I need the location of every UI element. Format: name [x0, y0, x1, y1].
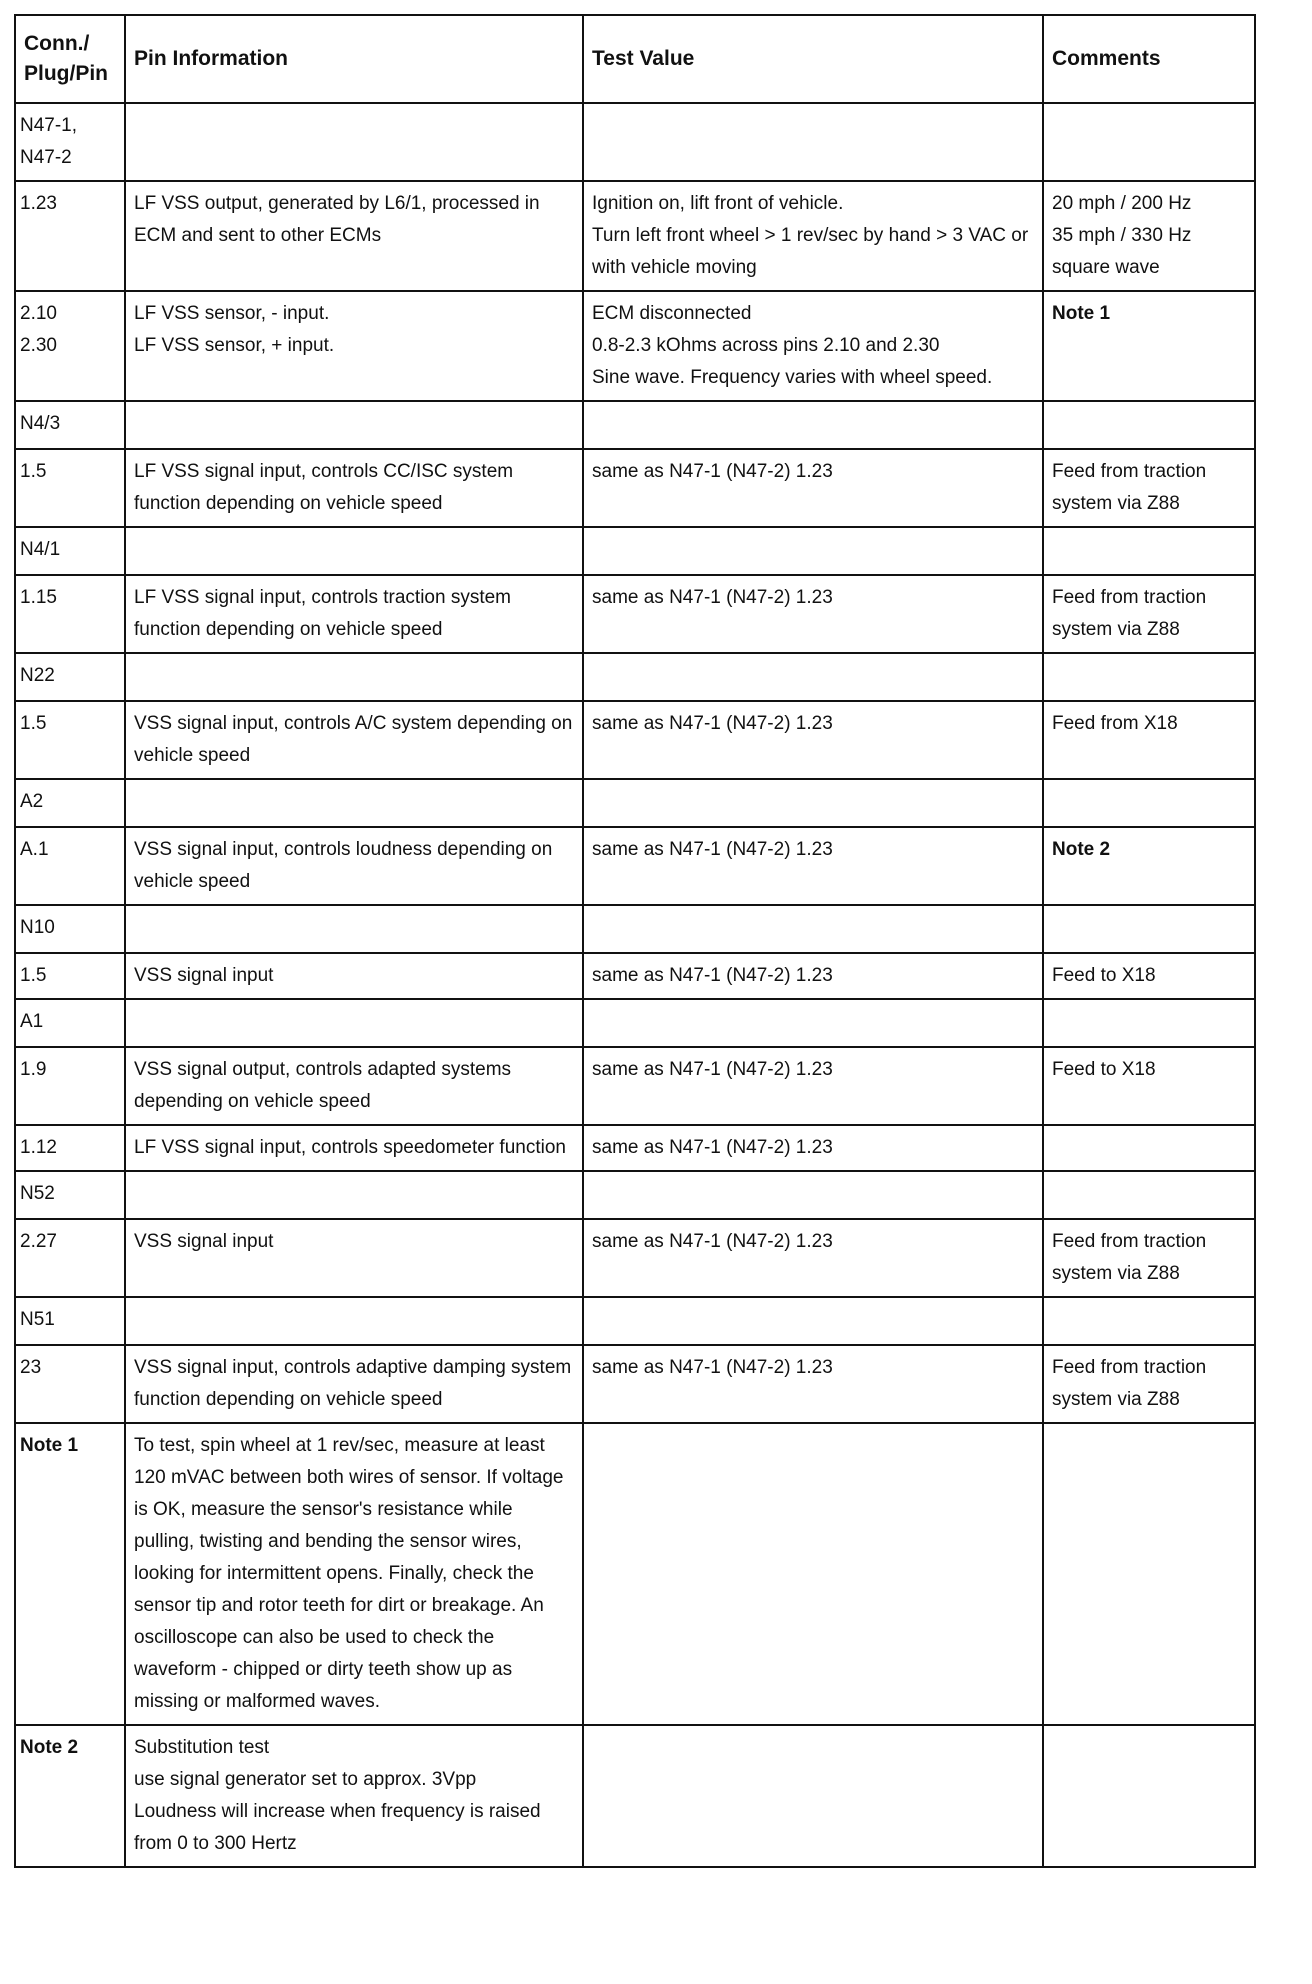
test-value: same as N47-1 (N47-2) 1.23 — [583, 449, 1043, 527]
test-value: same as N47-1 (N47-2) 1.23 — [583, 1047, 1043, 1125]
note-row — [15, 1423, 1255, 1725]
test-value: Ignition on, lift front of vehicle. Turn left front wheel > 1 rev/sec by hand > 3 VAC or with vehicle moving — [583, 181, 1043, 291]
pin-number: 23 — [15, 1345, 125, 1423]
connector-group-row — [15, 653, 1255, 701]
empty-cell — [125, 779, 583, 827]
header-test-value: Test Value — [583, 15, 1043, 103]
empty-cell — [583, 653, 1043, 701]
connector-group-row — [15, 779, 1255, 827]
connector-group-row — [15, 527, 1255, 575]
empty-cell — [583, 527, 1043, 575]
header-pin-information: Pin Information — [125, 15, 583, 103]
pin-row — [15, 953, 1255, 999]
empty-cell — [583, 999, 1043, 1047]
comments: Feed from traction system via Z88 — [1043, 449, 1255, 527]
connector-label: N4/3 — [15, 401, 125, 449]
pin-test-table-sheet — [14, 14, 1254, 1868]
empty-cell — [125, 1171, 583, 1219]
table-header-row — [15, 15, 1255, 103]
pin-number: A.1 — [15, 827, 125, 905]
connector-label: N10 — [15, 905, 125, 953]
empty-cell — [583, 103, 1043, 181]
pin-information: VSS signal input, controls A/C system depending on vehicle speed — [125, 701, 583, 779]
note-text: Substitution test use signal generator set to approx. 3Vpp Loudness will increase when frequency is raised from 0 to 300 Hertz — [125, 1725, 583, 1867]
pin-row — [15, 827, 1255, 905]
comments — [1043, 1125, 1255, 1171]
comments: Feed from traction system via Z88 — [1043, 575, 1255, 653]
empty-cell — [1043, 653, 1255, 701]
empty-cell — [125, 905, 583, 953]
pin-row — [15, 181, 1255, 291]
pin-information: VSS signal input — [125, 1219, 583, 1297]
table-body — [15, 103, 1255, 1867]
header-comments: Comments — [1043, 15, 1255, 103]
connector-label: N51 — [15, 1297, 125, 1345]
empty-cell — [125, 653, 583, 701]
empty-cell — [1043, 1171, 1255, 1219]
pin-information: VSS signal input, controls adaptive damping system function depending on vehicle speed — [125, 1345, 583, 1423]
test-value: same as N47-1 (N47-2) 1.23 — [583, 1125, 1043, 1171]
connector-group-row — [15, 103, 1255, 181]
empty-cell — [1043, 103, 1255, 181]
empty-cell — [125, 401, 583, 449]
connector-label: N47-1, N47-2 — [15, 103, 125, 181]
empty-cell — [583, 905, 1043, 953]
empty-cell — [125, 1297, 583, 1345]
empty-cell — [1043, 1297, 1255, 1345]
pin-number: 1.15 — [15, 575, 125, 653]
connector-group-row — [15, 905, 1255, 953]
pin-test-table — [14, 14, 1256, 1868]
pin-number: 1.12 — [15, 1125, 125, 1171]
comments: Note 1 — [1043, 291, 1255, 401]
pin-row — [15, 1345, 1255, 1423]
comments — [1043, 1423, 1255, 1725]
empty-cell — [125, 527, 583, 575]
comments: Feed from traction system via Z88 — [1043, 1219, 1255, 1297]
pin-number: 1.23 — [15, 181, 125, 291]
comments: Note 2 — [1043, 827, 1255, 905]
empty-cell — [583, 401, 1043, 449]
empty-cell — [583, 779, 1043, 827]
pin-row — [15, 291, 1255, 401]
empty-cell — [1043, 527, 1255, 575]
pin-number: 1.5 — [15, 701, 125, 779]
pin-information: LF VSS signal input, controls speedometer function — [125, 1125, 583, 1171]
empty-cell — [125, 999, 583, 1047]
connector-label: N22 — [15, 653, 125, 701]
note-text: To test, spin wheel at 1 rev/sec, measure at least 120 mVAC between both wires of sensor. If voltage is OK, measure the sensor's resistance while pulling, twisting and bending the sensor wires, looking for intermittent opens. Finally, check the sensor tip and rotor teeth for dirt or breakage. An oscilloscope can also be used to check the waveform - chipped or dirty teeth show up as missing or malformed waves. — [125, 1423, 583, 1725]
test-value — [583, 1725, 1043, 1867]
note-label: Note 2 — [15, 1725, 125, 1867]
pin-information: VSS signal input — [125, 953, 583, 999]
comments — [1043, 1725, 1255, 1867]
connector-label: A1 — [15, 999, 125, 1047]
pin-information: LF VSS signal input, controls CC/ISC system function depending on vehicle speed — [125, 449, 583, 527]
pin-row — [15, 449, 1255, 527]
test-value — [583, 1423, 1043, 1725]
pin-number: 1.5 — [15, 449, 125, 527]
connector-label: N52 — [15, 1171, 125, 1219]
note-row — [15, 1725, 1255, 1867]
pin-number: 1.5 — [15, 953, 125, 999]
header-conn: Conn./ Plug/Pin — [15, 15, 125, 103]
test-value: ECM disconnected 0.8-2.3 kOhms across pins 2.10 and 2.30 Sine wave. Frequency varies with wheel speed. — [583, 291, 1043, 401]
test-value: same as N47-1 (N47-2) 1.23 — [583, 1345, 1043, 1423]
pin-information: LF VSS output, generated by L6/1, processed in ECM and sent to other ECMs — [125, 181, 583, 291]
empty-cell — [1043, 779, 1255, 827]
note-label: Note 1 — [15, 1423, 125, 1725]
empty-cell — [125, 103, 583, 181]
comments: Feed to X18 — [1043, 953, 1255, 999]
test-value: same as N47-1 (N47-2) 1.23 — [583, 827, 1043, 905]
empty-cell — [1043, 401, 1255, 449]
connector-group-row — [15, 1297, 1255, 1345]
test-value: same as N47-1 (N47-2) 1.23 — [583, 953, 1043, 999]
test-value: same as N47-1 (N47-2) 1.23 — [583, 701, 1043, 779]
pin-information: LF VSS signal input, controls traction system function depending on vehicle speed — [125, 575, 583, 653]
pin-row — [15, 1047, 1255, 1125]
pin-information: LF VSS sensor, - input. LF VSS sensor, + input. — [125, 291, 583, 401]
pin-row — [15, 1219, 1255, 1297]
pin-row — [15, 575, 1255, 653]
pin-number: 2.10 2.30 — [15, 291, 125, 401]
pin-number: 2.27 — [15, 1219, 125, 1297]
pin-row — [15, 701, 1255, 779]
pin-information: VSS signal input, controls loudness depending on vehicle speed — [125, 827, 583, 905]
empty-cell — [583, 1171, 1043, 1219]
empty-cell — [1043, 905, 1255, 953]
pin-row — [15, 1125, 1255, 1171]
comments: Feed to X18 — [1043, 1047, 1255, 1125]
test-value: same as N47-1 (N47-2) 1.23 — [583, 1219, 1043, 1297]
pin-information: VSS signal output, controls adapted systems depending on vehicle speed — [125, 1047, 583, 1125]
connector-group-row — [15, 1171, 1255, 1219]
comments: Feed from traction system via Z88 — [1043, 1345, 1255, 1423]
connector-group-row — [15, 401, 1255, 449]
pin-number: 1.9 — [15, 1047, 125, 1125]
test-value: same as N47-1 (N47-2) 1.23 — [583, 575, 1043, 653]
connector-group-row — [15, 999, 1255, 1047]
empty-cell — [1043, 999, 1255, 1047]
empty-cell — [583, 1297, 1043, 1345]
connector-label: N4/1 — [15, 527, 125, 575]
comments: Feed from X18 — [1043, 701, 1255, 779]
connector-label: A2 — [15, 779, 125, 827]
comments: 20 mph / 200 Hz 35 mph / 330 Hz square wave — [1043, 181, 1255, 291]
